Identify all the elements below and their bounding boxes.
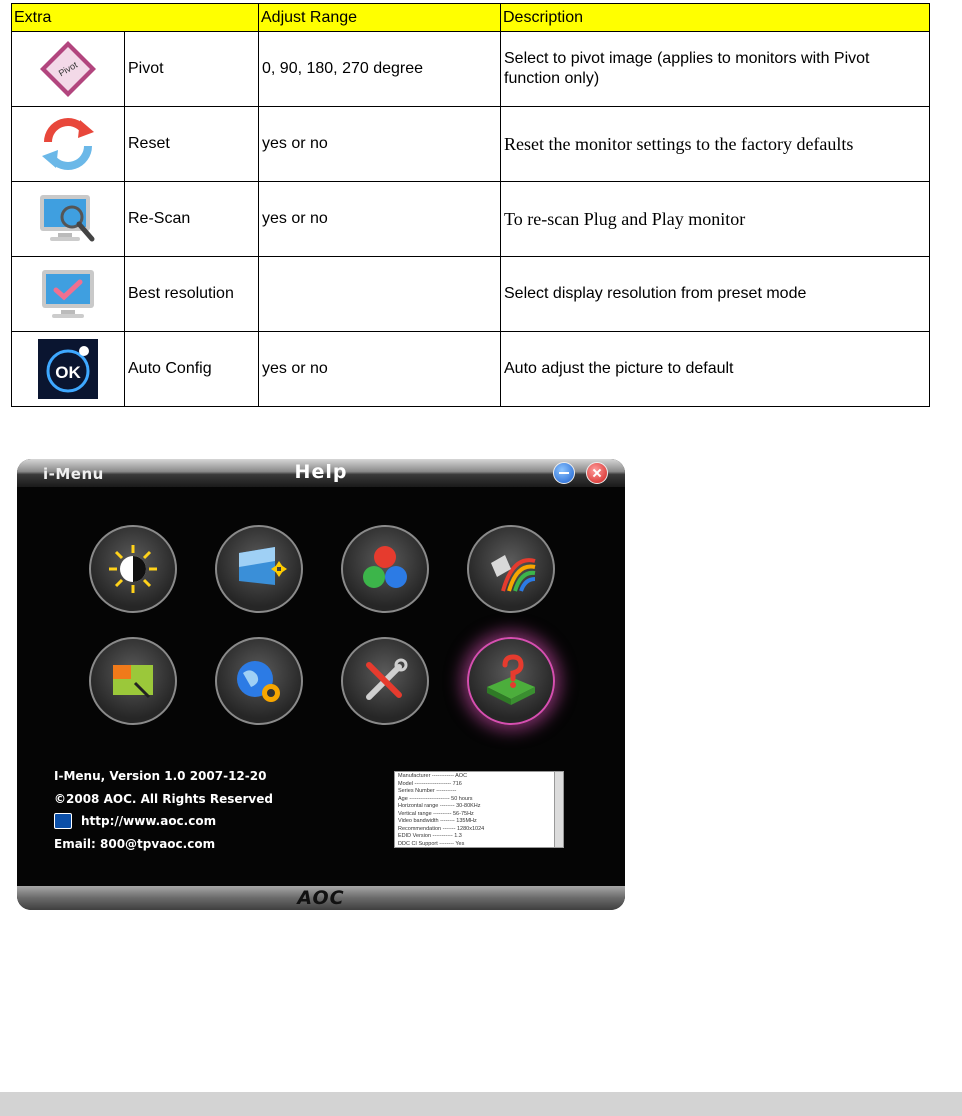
auto-config-icon [36, 337, 100, 401]
page-bottom-band [0, 1092, 962, 1116]
info-line: Manufacturer ------------ AOC [398, 773, 468, 779]
color-icon[interactable] [341, 525, 429, 613]
pivot-icon [36, 37, 100, 101]
table-row [12, 332, 930, 407]
copyright-text: ©2008 AOC. All Rights Reserved [54, 791, 273, 806]
extra-settings-table [11, 3, 930, 407]
row-name: Best resolution [125, 257, 259, 332]
pivot-icon-label: Pivot [56, 59, 80, 79]
info-line: Horizontal range -------- 30-80KHz [398, 803, 481, 809]
image-setup-icon[interactable] [215, 525, 303, 613]
rescan-icon [36, 187, 100, 251]
row-range: yes or no [259, 182, 501, 257]
row-description: Select to pivot image (applies to monitors with Pivot function only) [501, 32, 930, 107]
table-row [12, 107, 930, 182]
auto-config-icon-label: OK [55, 363, 81, 382]
email-text[interactable]: Email: 800@tpvaoc.com [54, 836, 216, 851]
header-description: Description [501, 4, 930, 32]
row-name: Reset [125, 107, 259, 182]
aoc-logo: AOC [297, 887, 345, 909]
row-range: yes or no [259, 107, 501, 182]
info-line: Vertical range ---------- 56-75Hz [398, 810, 474, 817]
osd-setup-icon[interactable] [215, 637, 303, 725]
table-header-row [12, 4, 930, 32]
icon-cell [12, 107, 125, 182]
imenu-info [54, 765, 273, 855]
info-line: EDID Version ----------- 1.3 [398, 833, 462, 839]
icon-cell [12, 332, 125, 407]
website-row[interactable] [54, 810, 273, 833]
minimize-button[interactable] [553, 462, 575, 484]
info-scrollbar[interactable] [554, 772, 563, 847]
icon-cell [12, 257, 125, 332]
info-line: Model -------------------- 716 [398, 780, 462, 787]
info-line: DDC CI Support -------- Yes [398, 840, 465, 847]
help-icon[interactable] [467, 637, 555, 725]
website-link[interactable]: http://www.aoc.com [81, 814, 217, 828]
row-description: Reset the monitor settings to the factory defaults [501, 107, 930, 182]
imenu-title: Help [294, 461, 348, 483]
imenu-help-window [17, 459, 625, 910]
row-range [259, 257, 501, 332]
extra-tools-icon[interactable] [341, 637, 429, 725]
info-line: Series Number ----------- [398, 788, 457, 794]
monitor-info-box[interactable] [394, 771, 564, 848]
imenu-footer [17, 886, 625, 910]
row-name: Re-Scan [125, 182, 259, 257]
globe-icon [54, 813, 72, 829]
icon-cell [12, 32, 125, 107]
row-description: Select display resolution from preset mode [501, 257, 930, 332]
table-row [12, 257, 930, 332]
imenu-titlebar[interactable] [17, 459, 625, 487]
header-extra: Extra [12, 4, 259, 32]
info-line: Video bandwidth -------- 135MHz [398, 818, 477, 824]
info-line: Age ---------------------- 50 hours [398, 795, 473, 802]
row-range: yes or no [259, 332, 501, 407]
table-row [12, 182, 930, 257]
color-boost-icon[interactable] [467, 525, 555, 613]
row-name: Auto Config [125, 332, 259, 407]
reset-icon [36, 112, 100, 176]
imenu-brand: i-Menu [43, 465, 104, 483]
row-description: Auto adjust the picture to default [501, 332, 930, 407]
icon-cell [12, 182, 125, 257]
row-name: Pivot [125, 32, 259, 107]
row-range: 0, 90, 180, 270 degree [259, 32, 501, 107]
picture-boost-icon[interactable] [89, 637, 177, 725]
row-description: To re-scan Plug and Play monitor [501, 182, 930, 257]
info-line: Recommendation ------- 1280x1024 [398, 825, 485, 832]
brightness-contrast-icon[interactable] [89, 525, 177, 613]
best-resolution-icon [36, 262, 100, 326]
version-text: I-Menu, Version 1.0 2007-12-20 [54, 769, 267, 783]
close-button[interactable] [586, 462, 608, 484]
header-adjust-range: Adjust Range [259, 4, 501, 32]
table-row [12, 32, 930, 107]
